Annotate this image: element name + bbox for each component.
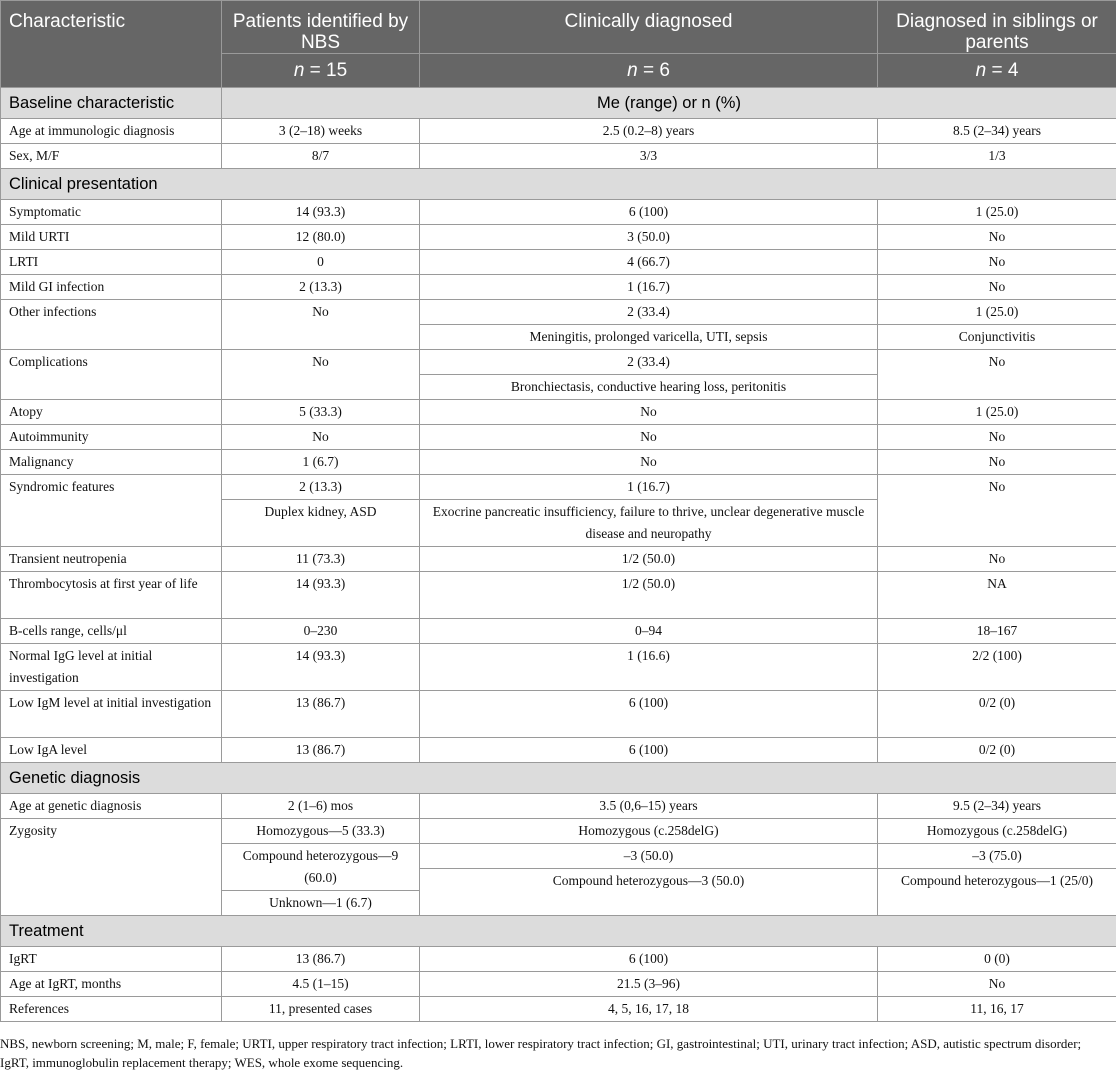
section-treatment xyxy=(1,916,1116,947)
cell-clinical-detail: Compound heterozygous—3 (50.0) xyxy=(420,869,878,916)
table-row xyxy=(1,119,1116,144)
table-row xyxy=(1,144,1116,169)
table-row xyxy=(1,997,1116,1022)
cell-nbs: 8/7 xyxy=(222,144,420,169)
row-label: Mild URTI xyxy=(1,225,222,250)
cell-clinical: 0–94 xyxy=(420,619,878,644)
cell-siblings: No xyxy=(878,350,1116,400)
cell-clinical-detail: Meningitis, prolonged varicella, UTI, sepsis xyxy=(420,325,878,350)
header-siblings: Diagnosed in siblings or parents xyxy=(878,1,1116,54)
header-n-nbs: n = 15 xyxy=(222,54,420,88)
row-label: Age at immunologic diagnosis xyxy=(1,119,222,144)
cell-clinical: 6 (100) xyxy=(420,947,878,972)
cell-clinical: 21.5 (3–96) xyxy=(420,972,878,997)
cell-nbs: 0 xyxy=(222,250,420,275)
cell-nbs: 3 (2–18) weeks xyxy=(222,119,420,144)
table-row xyxy=(1,350,1116,375)
header-n-clinical: n = 6 xyxy=(420,54,878,88)
table-row xyxy=(1,619,1116,644)
cell-nbs: 13 (86.7) xyxy=(222,738,420,763)
cell-clinical: 6 (100) xyxy=(420,200,878,225)
table-row xyxy=(1,738,1116,763)
cell-clinical: 2.5 (0.2–8) years xyxy=(420,119,878,144)
cell-nbs: Homozygous—5 (33.3) xyxy=(222,819,420,844)
cell-nbs: 13 (86.7) xyxy=(222,947,420,972)
cell-siblings: 1 (25.0) xyxy=(878,400,1116,425)
header-clinical: Clinically diagnosed xyxy=(420,1,878,54)
cell-siblings: 1/3 xyxy=(878,144,1116,169)
table-row xyxy=(1,425,1116,450)
row-label: Malignancy xyxy=(1,450,222,475)
cell-siblings: 0 (0) xyxy=(878,947,1116,972)
row-label: Transient neutropenia xyxy=(1,547,222,572)
cell-clinical-detail: Exocrine pancreatic insufficiency, failure to thrive, unclear degenerative muscle disease and neuropathy xyxy=(420,500,878,547)
section-genetic xyxy=(1,763,1116,794)
table-row xyxy=(1,475,1116,500)
cell-nbs: 14 (93.3) xyxy=(222,200,420,225)
cell-clinical: 1 (16.6) xyxy=(420,644,878,691)
table-row xyxy=(1,947,1116,972)
cell-siblings: No xyxy=(878,425,1116,450)
cell-siblings: No xyxy=(878,972,1116,997)
cell-clinical: 1/2 (50.0) xyxy=(420,547,878,572)
table-row xyxy=(1,275,1116,300)
row-label: B-cells range, cells/μl xyxy=(1,619,222,644)
table-row xyxy=(1,794,1116,819)
section-unit: Me (range) or n (%) xyxy=(222,88,1116,119)
cell-siblings: No xyxy=(878,547,1116,572)
cell-siblings: No xyxy=(878,225,1116,250)
table-footnote: NBS, newborn screening; M, male; F, female; URTI, upper respiratory tract infection; LRTI, lower respiratory tract infection; GI, gastrointestinal; UTI, urinary tract infection; ASD, autistic spectrum disorder; IgRT, immunoglobulin replacement therapy; WES, whole exome sequencing. xyxy=(0,1036,1082,1070)
cell-clinical: 2 (33.4) xyxy=(420,300,878,325)
row-label: IgRT xyxy=(1,947,222,972)
cell-siblings: 1 (25.0) xyxy=(878,300,1116,325)
cell-nbs-detail: Unknown—1 (6.7) xyxy=(222,891,420,916)
table-row xyxy=(1,225,1116,250)
cell-nbs: 5 (33.3) xyxy=(222,400,420,425)
table-row xyxy=(1,972,1116,997)
cell-siblings: 8.5 (2–34) years xyxy=(878,119,1116,144)
table-row xyxy=(1,572,1116,619)
row-label: Age at IgRT, months xyxy=(1,972,222,997)
table-row xyxy=(1,547,1116,572)
cell-nbs: 4.5 (1–15) xyxy=(222,972,420,997)
cell-siblings: No xyxy=(878,250,1116,275)
row-label: Syndromic features xyxy=(1,475,222,547)
cell-siblings-detail: Compound heterozygous—1 (25/0) xyxy=(878,869,1116,916)
cell-nbs: No xyxy=(222,425,420,450)
row-label: Atopy xyxy=(1,400,222,425)
row-label: Mild GI infection xyxy=(1,275,222,300)
cell-siblings: No xyxy=(878,475,1116,547)
cell-clinical-detail: Bronchiectasis, conductive hearing loss, peritonitis xyxy=(420,375,878,400)
row-label: Zygosity xyxy=(1,819,222,916)
cell-nbs: No xyxy=(222,350,420,400)
cell-nbs: 11, presented cases xyxy=(222,997,420,1022)
row-label: Age at genetic diagnosis xyxy=(1,794,222,819)
cell-clinical: 2 (33.4) xyxy=(420,350,878,375)
row-label: Low IgM level at initial investigation xyxy=(1,691,222,738)
cell-nbs: 11 (73.3) xyxy=(222,547,420,572)
table-row xyxy=(1,300,1116,325)
section-title: Baseline characteristic xyxy=(1,88,222,119)
cell-clinical: 3 (50.0) xyxy=(420,225,878,250)
cell-clinical: 1 (16.7) xyxy=(420,275,878,300)
row-label: Complications xyxy=(1,350,222,400)
cell-clinical: 3.5 (0,6–15) years xyxy=(420,794,878,819)
cell-clinical: Homozygous (c.258delG) xyxy=(420,819,878,844)
cell-clinical: 1 (16.7) xyxy=(420,475,878,500)
cell-siblings-detail: Conjunctivitis xyxy=(878,325,1116,350)
header-row xyxy=(1,1,1116,54)
cell-nbs: 12 (80.0) xyxy=(222,225,420,250)
cell-siblings: 0/2 (0) xyxy=(878,738,1116,763)
cell-nbs: 1 (6.7) xyxy=(222,450,420,475)
cell-clinical: No xyxy=(420,425,878,450)
section-title: Clinical presentation xyxy=(1,169,1116,200)
table-row xyxy=(1,644,1116,691)
cell-siblings-detail: –3 (75.0) xyxy=(878,844,1116,869)
header-nbs: Patients identified by NBS xyxy=(222,1,420,54)
cell-nbs: 2 (1–6) mos xyxy=(222,794,420,819)
cell-siblings: 0/2 (0) xyxy=(878,691,1116,738)
cell-clinical: No xyxy=(420,400,878,425)
row-label: Low IgA level xyxy=(1,738,222,763)
row-label: Symptomatic xyxy=(1,200,222,225)
cell-nbs: 0–230 xyxy=(222,619,420,644)
cell-siblings: 9.5 (2–34) years xyxy=(878,794,1116,819)
cell-siblings: Homozygous (c.258delG) xyxy=(878,819,1116,844)
cell-siblings: 1 (25.0) xyxy=(878,200,1116,225)
cell-nbs-detail: Duplex kidney, ASD xyxy=(222,500,420,547)
cell-siblings: No xyxy=(878,275,1116,300)
cell-clinical: 6 (100) xyxy=(420,738,878,763)
row-label: Autoimmunity xyxy=(1,425,222,450)
table-row xyxy=(1,691,1116,738)
cell-siblings: 18–167 xyxy=(878,619,1116,644)
cell-clinical: No xyxy=(420,450,878,475)
cell-clinical: 3/3 xyxy=(420,144,878,169)
cell-nbs: 13 (86.7) xyxy=(222,691,420,738)
cell-nbs: 14 (93.3) xyxy=(222,644,420,691)
header-characteristic: Characteristic xyxy=(1,1,222,88)
cell-nbs: 2 (13.3) xyxy=(222,275,420,300)
cell-nbs: 14 (93.3) xyxy=(222,572,420,619)
row-label: Thrombocytosis at first year of life xyxy=(1,572,222,619)
cell-siblings: No xyxy=(878,450,1116,475)
table-row xyxy=(1,819,1116,844)
cell-nbs: 2 (13.3) xyxy=(222,475,420,500)
cell-clinical: 4 (66.7) xyxy=(420,250,878,275)
cell-siblings: 11, 16, 17 xyxy=(878,997,1116,1022)
row-label: Normal IgG level at initial investigation xyxy=(1,644,222,691)
section-baseline xyxy=(1,88,1116,119)
section-title: Genetic diagnosis xyxy=(1,763,1116,794)
section-clinical xyxy=(1,169,1116,200)
table-row xyxy=(1,200,1116,225)
cell-siblings: NA xyxy=(878,572,1116,619)
cell-clinical: 4, 5, 16, 17, 18 xyxy=(420,997,878,1022)
table-row xyxy=(1,450,1116,475)
cell-clinical: 1/2 (50.0) xyxy=(420,572,878,619)
row-label: LRTI xyxy=(1,250,222,275)
cell-clinical: 6 (100) xyxy=(420,691,878,738)
cell-nbs-detail: Compound heterozygous—9 (60.0) xyxy=(222,844,420,891)
section-title: Treatment xyxy=(1,916,1116,947)
cell-siblings: 2/2 (100) xyxy=(878,644,1116,691)
row-label: Other infections xyxy=(1,300,222,350)
row-label: Sex, M/F xyxy=(1,144,222,169)
table-row xyxy=(1,250,1116,275)
row-label: References xyxy=(1,997,222,1022)
header-n-siblings: n = 4 xyxy=(878,54,1116,88)
table-row xyxy=(1,400,1116,425)
cell-clinical-detail: –3 (50.0) xyxy=(420,844,878,869)
cell-nbs: No xyxy=(222,300,420,350)
